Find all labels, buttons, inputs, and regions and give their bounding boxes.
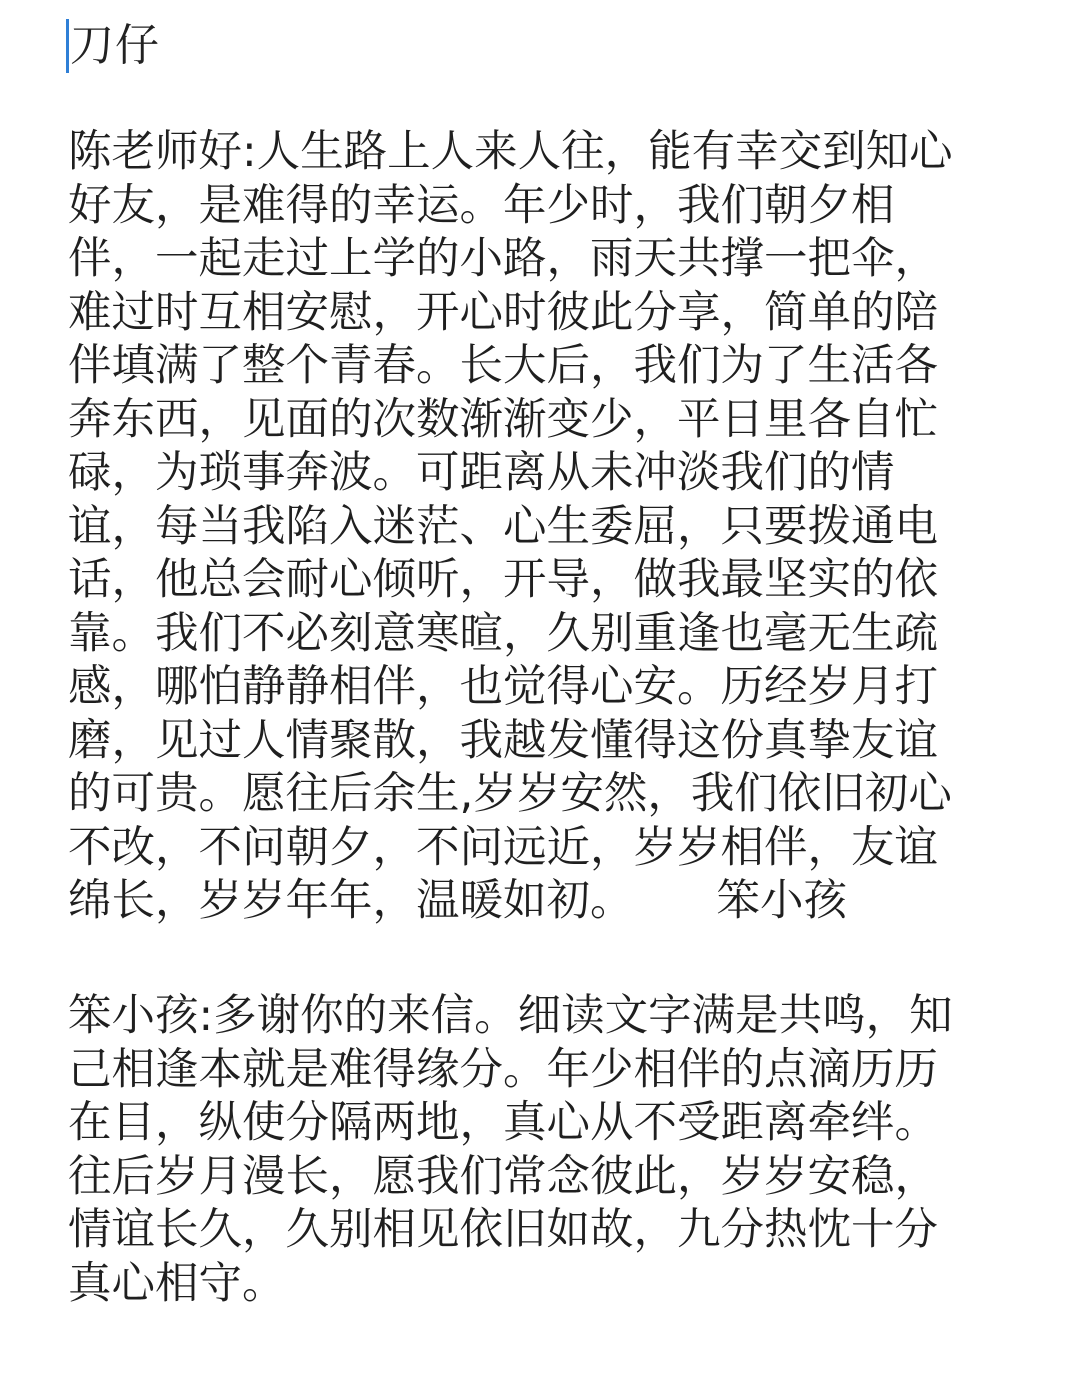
text-line: 真心相守。 <box>68 1258 286 1309</box>
text-line: 情谊长久，久别相见依旧如故，九分热忱十分 <box>68 1205 938 1255</box>
text-line: 难过时互相安慰，开心时彼此分享，简单的陪 <box>68 287 938 338</box>
text-cursor <box>66 19 69 73</box>
text-line: 感，哪怕静静相伴，也觉得心安。历经岁月打 <box>68 662 938 712</box>
text-line: 己相逢本就是难得缘分。年少相伴的点滴历历 <box>68 1044 938 1095</box>
text-line: 好友，是难得的幸运。年少时，我们朝夕相 <box>68 180 895 231</box>
text-line: 陈老师好:人生路上人来人往，能有幸交到知心 <box>68 127 953 177</box>
text-line: 不改，不问朝夕，不问远近，岁岁相伴，友谊 <box>68 822 938 873</box>
text-line: 奔东西，见面的次数渐渐变少，平日里各自忙 <box>68 394 938 445</box>
note-title-row[interactable] <box>66 14 160 78</box>
text-line: 往后岁月漫长，愿我们常念彼此，岁岁安稳， <box>68 1151 938 1202</box>
text-line: 谊，每当我陷入迷茫、心生委屈，只要拨通电 <box>68 501 938 552</box>
text-line: 磨，见过人情聚散，我越发懂得这份真挚友谊 <box>68 715 938 766</box>
text-line: 的可贵。愿往后余生,岁岁安然，我们依旧初心 <box>68 769 952 819</box>
note-title[interactable]: 刀仔 <box>70 20 160 71</box>
text-line: 靠。我们不必刻意寒暄，久别重逢也毫无生疏 <box>68 608 938 659</box>
text-line: 笨小孩:多谢你的来信。细读文字满是共鸣，知 <box>68 991 953 1041</box>
text-line: 在目，纵使分隔两地，真心从不受距离牵绊。 <box>68 1098 938 1148</box>
note-paragraph-reply[interactable] <box>68 990 1008 1311</box>
text-line: 话，他总会耐心倾听，开导，做我最坚实的依 <box>68 555 938 605</box>
text-line: 碌，为琐事奔波。可距离从未冲淡我们的情 <box>68 448 895 498</box>
text-line: 伴填满了整个青春。长大后，我们为了生活各 <box>68 341 938 391</box>
text-line: 伴，一起走过上学的小路，雨天共撑一把伞， <box>68 234 938 284</box>
text-line: 绵长，岁岁年年，温暖如初。 笨小孩 <box>68 876 847 926</box>
note-paragraph-letter[interactable] <box>68 126 1008 929</box>
